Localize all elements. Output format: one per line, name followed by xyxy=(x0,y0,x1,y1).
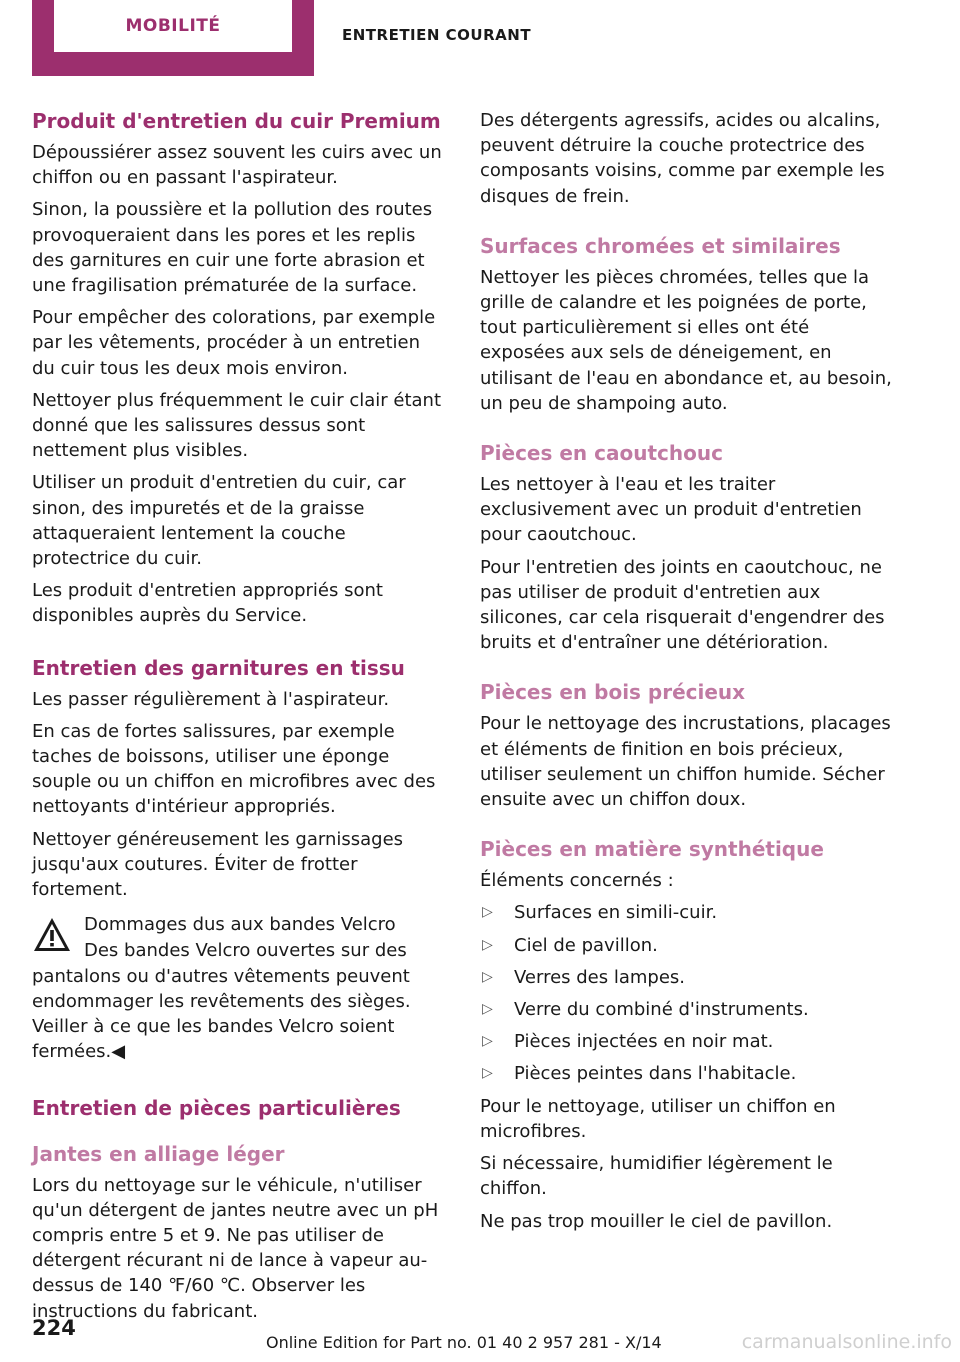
paragraph: Les passer régulièrement à l'aspirateur. xyxy=(32,688,390,710)
heading-wood-parts: Pièces en bois précieux xyxy=(480,680,746,705)
paragraph: Si nécessaire, humidifier légèrement le chiffon. xyxy=(480,1153,833,1200)
list-item: ▷ Verre du combiné d'instruments. xyxy=(480,997,896,1022)
list-item: ▷ Verres des lampes. xyxy=(480,965,896,990)
watermark: carmanualsonline.info xyxy=(741,1331,952,1353)
list-item: ▷ Pièces peintes dans l'habitacle. xyxy=(480,1061,896,1086)
paragraph: Nettoyer généreusement les garnissages jusqu'aux coutures. Éviter de frotter fortement. xyxy=(32,828,404,901)
warning-box xyxy=(32,912,448,937)
paragraph: Les produit d'entretien appropriés sont disponibles auprès du Service. xyxy=(32,580,383,627)
list-item: ▷ Ciel de pavillon. xyxy=(480,933,896,958)
paragraph: Pour le nettoyage, utiliser un chiffon en microfibres. xyxy=(480,1095,836,1142)
bullet-arrow-icon: ▷ xyxy=(482,968,493,985)
paragraph: Ne pas trop mouiller le ciel de pavillon. xyxy=(480,1210,833,1232)
header-section-title: ENTRETIEN COURANT xyxy=(342,26,532,44)
bullet-arrow-icon: ▷ xyxy=(482,936,493,953)
bullet-list xyxy=(480,900,896,1086)
paragraph: Pour empêcher des colorations, par exemple par les vêtements, procéder à un entretien du cuir tous les deux mois environ. xyxy=(32,307,436,379)
warning-title: Dommages dus aux bandes Velcro xyxy=(84,914,396,936)
bullet-arrow-icon: ▷ xyxy=(482,1065,493,1082)
paragraph: Nettoyer plus fréquemment le cuir clair étant donné que les salissures dessus sont nettement plus visibles. xyxy=(32,389,442,462)
heading-synthetic-parts: Pièces en matière synthétique xyxy=(480,837,824,862)
right-column xyxy=(480,108,896,1241)
paragraph: Les nettoyer à l'eau et les traiter exclusivement avec un produit d'entretien pour caoutchouc. xyxy=(480,474,862,546)
paragraph: Dépoussiérer assez souvent les cuirs avec un chiffon ou en passant l'aspirateur. xyxy=(32,142,442,189)
edition-note: Online Edition for Part no. 01 40 2 957 281 - X/14 xyxy=(266,1333,662,1352)
bullet-arrow-icon: ▷ xyxy=(482,904,493,921)
paragraph: Pour le nettoyage des incrustations, placages et éléments de finition en bois précieux, utiliser seulement un chiffon humide. Sécher ensuite avec un chiffon doux. xyxy=(480,713,891,811)
list-item: ▷ Pièces injectées en noir mat. xyxy=(480,1029,896,1054)
heading-alloy-wheels: Jantes en alliage léger xyxy=(32,1141,285,1166)
paragraph: Des détergents agressifs, acides ou alcalins, peuvent détruire la couche protectrice des composants voisins, comme par exemple les disques de frein. xyxy=(480,110,885,207)
heading-fabric-care: Entretien des garnitures en tissu xyxy=(32,655,405,680)
heading-leather-care: Produit d'entretien du cuir Premium xyxy=(32,109,441,133)
paragraph: Éléments concernés : xyxy=(480,870,674,892)
page-number: 224 xyxy=(32,1316,76,1340)
paragraph: Pour l'entretien des joints en caoutchouc, ne pas utiliser de produit d'entretien aux silicones, car cela risquerait d'engendrer des bruits et d'entraîner une détérioration. xyxy=(480,556,885,654)
left-column xyxy=(32,108,448,1331)
bullet-arrow-icon: ▷ xyxy=(482,1001,493,1018)
list-item: ▷ Surfaces en simili-cuir. xyxy=(480,900,896,925)
warning-triangle-icon xyxy=(32,916,72,954)
heading-special-parts: Entretien de pièces particulières xyxy=(32,1095,401,1120)
header-chapter-tab[interactable]: MOBILITÉ xyxy=(54,0,292,52)
paragraph: Nettoyer les pièces chromées, telles que la grille de calandre et les poignées de porte, tout particulièrement si elles ont été exposées aux sels de déneigement, en utilisant de l'eau en abondance et, au besoin, un peu de shampoing auto. xyxy=(480,266,892,414)
paragraph: Lors du nettoyage sur le véhicule, n'utiliser qu'un détergent de jantes neutre avec un pH compris entre 5 et 9. Ne pas utiliser de détergent récurant ni de lance à vapeur au-dessus de 140 ℉/60 ℃. Observer les instructions du fabricant. xyxy=(32,1174,439,1322)
heading-rubber-parts: Pièces en caoutchouc xyxy=(480,441,723,466)
paragraph: En cas de fortes salissures, par exemple taches de boissons, utiliser une éponge souple ou un chiffon en microfibres avec des nettoyants d'intérieur appropriés. xyxy=(32,720,436,818)
paragraph: Sinon, la poussière et la pollution des routes provoqueraient dans les pores et les replis des garnitures en cuir une forte abrasion et une fragilisation prématurée de la surface. xyxy=(32,199,433,297)
paragraph: Utiliser un produit d'entretien du cuir, car sinon, des impuretés et de la graisse attaqueraient lentement la couche protectrice du cuir. xyxy=(32,472,406,570)
heading-chrome-surfaces: Surfaces chromées et similaires xyxy=(480,233,841,258)
bullet-arrow-icon: ▷ xyxy=(482,1033,493,1050)
warning-body: Des bandes Velcro ouvertes sur des pantalons ou d'autres vêtements peuvent endommager les revêtements des sièges. Veiller à ce que les bandes Velcro soient fermées.◀ xyxy=(32,940,411,1063)
